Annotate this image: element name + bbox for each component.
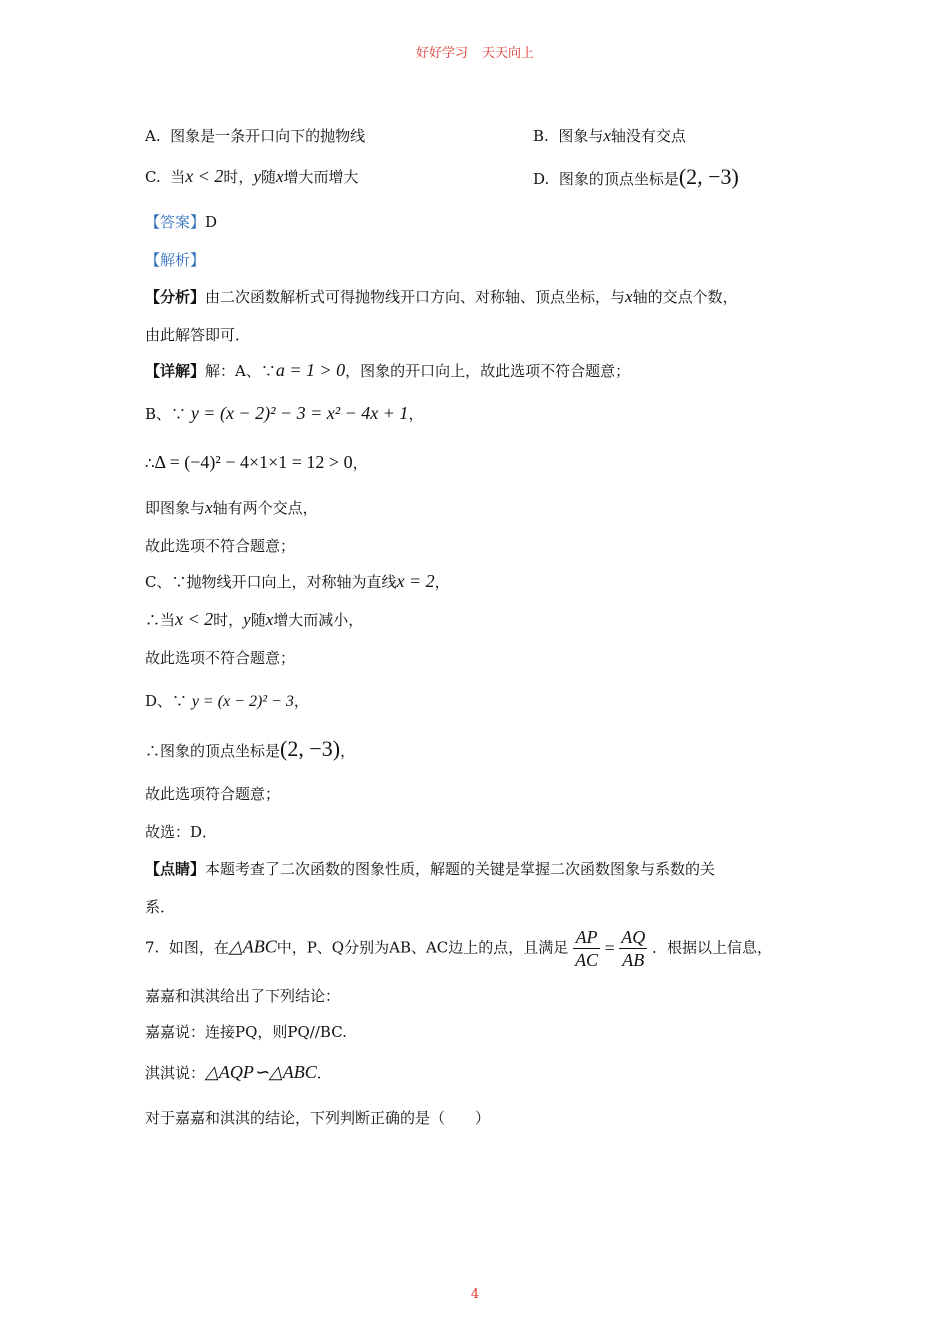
line-b2-var: x — [205, 498, 213, 517]
option-a — [145, 125, 365, 146]
q7-qiqi — [145, 1062, 332, 1083]
delta-pre: ∴ — [145, 454, 155, 472]
step-c-math: x = 2 — [396, 571, 435, 591]
option-d-text: 图象的顶点坐标是 — [558, 170, 679, 188]
fenxi-text-pre: 由二次函数解析式可得抛物线开口方向、对称轴、顶点坐标，与 — [205, 288, 626, 306]
option-d-label: D. — [533, 170, 550, 188]
step-c-line — [145, 571, 450, 592]
dianjing-text: 本题考查了二次函数的图象性质，解题的关键是掌握二次函数图象与系数的关 — [205, 860, 716, 878]
fraction-ap-ac — [573, 926, 600, 971]
frac2-den: AB — [622, 950, 645, 970]
fenxi-text-post: 轴的交点个数， — [632, 288, 738, 306]
line-c2-mid: 时， — [213, 611, 244, 629]
fraction-aq-ab — [619, 926, 647, 971]
xiangjie-math: a = 1 > 0 — [275, 360, 346, 380]
option-c-var1: y — [253, 167, 261, 186]
option-c — [145, 166, 359, 187]
dianjing-line1 — [145, 858, 715, 879]
option-c-cond: x < 2 — [185, 166, 224, 186]
line-c2-var2: x — [265, 610, 274, 629]
q7-jiajia: 嘉嘉说：连接PQ，则PQ//BC. — [145, 1023, 347, 1041]
option-b — [533, 125, 686, 146]
q7-qiqi-post: ． — [316, 1064, 332, 1082]
line-d2-coord: (2, −3) — [280, 736, 341, 761]
q7-pre: 如图，在 — [168, 938, 229, 957]
frac1-num: AP — [573, 926, 600, 949]
line-d3: 故此选项符合题意； — [145, 785, 281, 803]
step-d-pre: D、∵ — [145, 692, 188, 710]
step-c-pre: C、∵抛物线开口向上，对称轴为直线 — [145, 573, 397, 591]
page-number: 4 — [470, 1287, 480, 1302]
option-c-mid2: 随 — [260, 168, 276, 186]
delta-math: Δ = (−4)² − 4×1×1 = 12 > 0 — [154, 452, 353, 472]
option-b-label: B. — [533, 127, 549, 145]
final-choice: 故选：D． — [145, 823, 218, 841]
q7-num: 7. — [145, 938, 160, 957]
xiangjie-pre: 解：A、∵ — [205, 362, 276, 380]
line-b2-post: 轴有两个交点， — [212, 499, 318, 517]
line-c2 — [145, 609, 363, 630]
header-right: 天天向上 — [482, 46, 535, 61]
option-c-mid: 时， — [223, 168, 254, 186]
step-b-post: ， — [408, 405, 424, 423]
line-d2 — [145, 736, 355, 762]
option-c-post: 增大而增大 — [283, 168, 359, 186]
option-b-var: x — [603, 126, 611, 145]
line-d2-pre: ∴图象的顶点坐标是 — [145, 742, 281, 760]
line-c2-mid2: 随 — [250, 611, 266, 629]
xiangjie-line — [145, 360, 630, 381]
step-d-line — [145, 690, 309, 711]
frac2-num: AQ — [621, 927, 646, 947]
step-c-post: ， — [434, 573, 450, 591]
option-c-pre: 当 — [170, 168, 186, 186]
q7-line2: 嘉嘉和淇淇给出了下列结论： — [145, 987, 341, 1005]
option-b-post: 轴没有交点 — [610, 127, 686, 145]
option-a-label: A. — [145, 127, 161, 145]
step-d-math: y = (x − 2)² − 3 — [191, 693, 294, 710]
option-d — [533, 164, 739, 190]
line-c2-var1: y — [243, 610, 251, 629]
dianjing-tag: 【点睛】 — [145, 860, 206, 878]
fenxi-var: x — [625, 287, 633, 306]
line-c2-post: 增大而减小， — [273, 611, 364, 629]
answer-tag: 【答案】 — [145, 213, 206, 231]
step-b-pre: B、∵ — [145, 405, 187, 423]
line-b3: 故此选项不符合题意； — [145, 537, 296, 555]
xiangjie-post: ，图象的开口向上，故此选项不符合题意； — [345, 362, 631, 380]
delta-line — [145, 452, 368, 473]
step-d-post: ， — [293, 692, 309, 710]
option-c-var2: x — [276, 167, 284, 186]
answer-line — [145, 211, 217, 232]
dianjing-line2: 系． — [145, 898, 176, 916]
q7-qiqi-math: △AQP∽△ABC — [205, 1062, 317, 1082]
line-b2 — [145, 497, 318, 518]
fenxi-tag: 【分析】 — [145, 288, 206, 306]
option-a-text: 图象是一条开口向下的抛物线 — [170, 127, 366, 145]
delta-post: ， — [352, 454, 368, 472]
option-d-coord: (2, −3) — [678, 164, 739, 189]
step-b-math: y = (x − 2)² − 3 = x² − 4x + 1 — [190, 403, 409, 423]
q7-line1: 7. 如图，在△ABC中，P、Q分别为AB、AC边上的点，且满足 $\frac{AP}{AC}$ = $\frac{AQ}{AB}$ ．根据以上信息， — [145, 927, 773, 970]
option-c-label: C. — [145, 168, 161, 186]
line-c2-pre: ∴当 — [145, 611, 176, 629]
option-b-pre: 图象与 — [558, 127, 604, 145]
step-b-line — [145, 403, 423, 424]
line-c2-math: x < 2 — [175, 609, 214, 629]
q7-triangle: △ABC — [228, 936, 277, 957]
q7-question: 对于嘉嘉和淇淇的结论，下列判断正确的是（ ） — [145, 1109, 491, 1127]
frac1-den: AC — [575, 950, 599, 970]
header-left: 好好学习 — [415, 46, 468, 61]
q7-mid: 中，P、Q分别为AB、AC边上的点，且满足 — [276, 938, 569, 957]
fenxi-line2: 由此解答即可． — [145, 326, 251, 344]
xiangjie-tag: 【详解】 — [145, 362, 206, 380]
line-d2-post: ， — [340, 742, 356, 760]
line-c3: 故此选项不符合题意； — [145, 649, 296, 667]
page-header — [0, 42, 950, 61]
line-b2-pre: 即图象与 — [145, 499, 206, 517]
analysis-tag: 【解析】 — [145, 251, 206, 269]
q7-post: ．根据以上信息， — [652, 938, 773, 957]
fenxi-line1 — [145, 286, 738, 307]
q7-qiqi-pre: 淇淇说： — [145, 1064, 206, 1082]
answer-value: D — [205, 213, 218, 231]
